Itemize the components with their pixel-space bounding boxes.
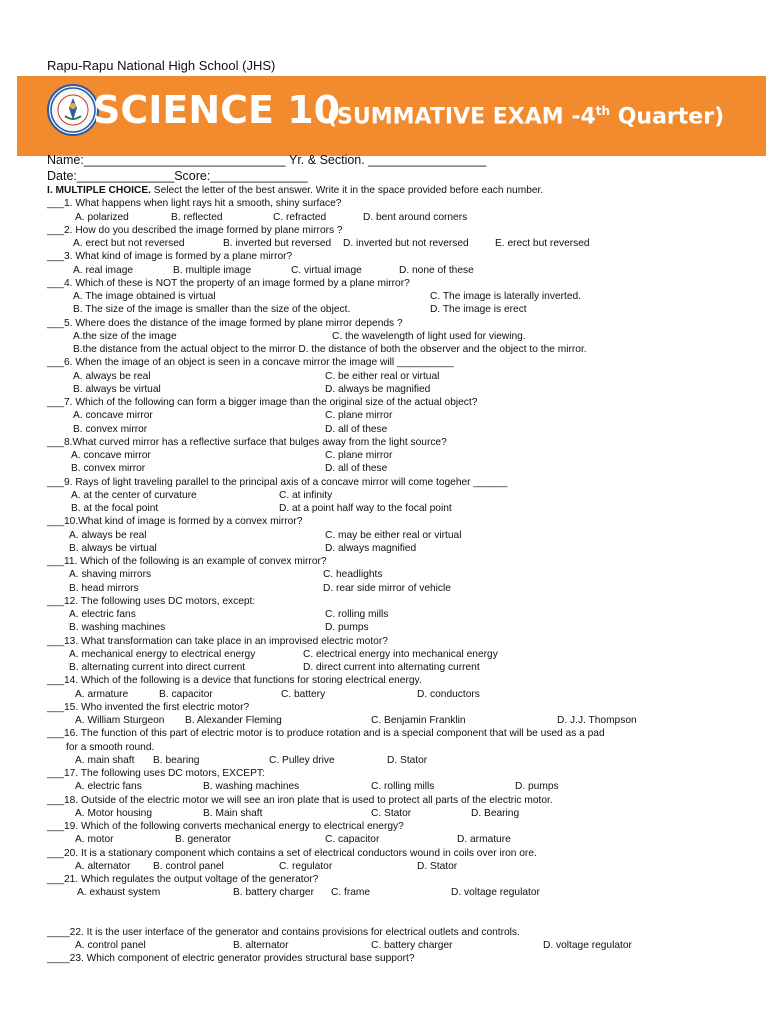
spacer (47, 900, 747, 926)
choice-option: D. all of these (325, 463, 388, 475)
choice-option: C. capacitor (325, 834, 380, 846)
choice-option: B. capacitor (159, 688, 213, 700)
choice-option: B. generator (175, 834, 232, 846)
choice-option: C. refracted (273, 211, 327, 223)
choice-line (47, 780, 747, 793)
choice-option: D. conductors (417, 688, 480, 700)
choice-option: C. headlights (323, 569, 383, 581)
choice-option: B. reflected (171, 211, 223, 223)
question-text: ___12. The following uses DC motors, except: (47, 595, 256, 607)
choice-line (47, 502, 747, 515)
choice-option: B. inverted but reversed (223, 238, 332, 249)
choice-line (47, 608, 747, 621)
question-text: for a smooth round. (66, 741, 155, 753)
choice-option: D. inverted but not reversed (343, 238, 469, 249)
page-subtitle: (SUMMATIVE EXAM -4th Quarter) (327, 104, 725, 130)
question-line (47, 847, 747, 860)
choice-option: A. at the center of curvature (71, 489, 197, 501)
choice-line (47, 886, 747, 899)
question-line (47, 396, 747, 409)
choice-option: A. concave mirror (71, 450, 151, 461)
choice-option: C. the wavelength of light used for viewing. (332, 330, 526, 342)
choice-option: D. rear side mirror of vehicle (323, 582, 451, 594)
choice-option: A. exhaust system (77, 887, 161, 899)
question-line (47, 250, 747, 263)
choice-option: A. electric fans (69, 609, 136, 620)
title-banner (17, 76, 766, 156)
choice-option: D. Stator (387, 754, 428, 766)
choice-option: B. washing machines (203, 781, 300, 793)
choice-option: D. Stator (417, 860, 458, 872)
choice-option: A. control panel (75, 939, 146, 951)
choice-option: B. multiple image (173, 264, 252, 276)
choice-line (47, 237, 747, 250)
question-text: ___1. What happens when light rays hit a smooth, shiny surface? (47, 198, 342, 210)
question-text: ___4. Which of these is NOT the property of an image formed by a plane mirror? (47, 277, 410, 289)
choice-line (47, 939, 747, 952)
choice-line (47, 860, 747, 873)
choice-option: A. polarized (75, 211, 129, 223)
choice-option: C. battery (281, 688, 326, 700)
choice-option: B. battery charger (233, 887, 314, 899)
choice-option: A. shaving mirrors (69, 569, 152, 581)
choice-option: D. all of these (325, 423, 388, 435)
choice-line (47, 661, 747, 674)
question-text: ___3. What kind of image is formed by a plane mirror? (47, 251, 293, 263)
question-line (47, 436, 747, 449)
choice-line (47, 648, 747, 661)
choice-line (47, 542, 747, 555)
choice-option: A. concave mirror (73, 410, 153, 422)
choice-option: B. bearing (153, 754, 200, 766)
choice-option: B. always be virtual (73, 383, 161, 395)
question-text: ___19. Which of the following converts mechanical energy to electrical energy? (47, 821, 404, 832)
choice-option: B.the distance from the actual object to the mirror D. the distance of both the observer and the object to the mirror. (73, 344, 587, 355)
choice-line (47, 833, 747, 846)
choice-option: A. always be real (73, 370, 151, 382)
choice-option: A.the size of the image (73, 330, 177, 342)
choice-line (47, 462, 747, 475)
question-text: ___15. Who invented the first electric motor? (47, 701, 250, 713)
choice-option: C. at infinity (279, 489, 333, 501)
question-line (47, 595, 747, 608)
choice-option: C. Stator (371, 807, 412, 819)
choice-option: A. always be real (69, 529, 147, 541)
question-text: ___13. What transformation can take place in an improvised electric motor? (47, 635, 388, 647)
question-line (47, 820, 747, 833)
choice-line (47, 714, 747, 727)
choice-line (47, 383, 747, 396)
choice-option: C. plane mirror (325, 410, 393, 422)
page-title: SCIENCE 10 (93, 88, 341, 132)
choice-option: D. voltage regulator (451, 887, 540, 899)
question-line (47, 794, 747, 807)
choice-line (47, 423, 747, 436)
question-line (47, 674, 747, 687)
choice-option: D. armature (457, 834, 511, 846)
choice-option: D. pumps (515, 781, 559, 793)
choice-option: C. rolling mills (371, 781, 435, 793)
choice-option: B. control panel (153, 860, 224, 872)
choice-line (47, 582, 747, 595)
school-name: Rapu-Rapu National High School (JHS) (47, 58, 276, 73)
question-line (47, 952, 747, 965)
choice-line (47, 211, 747, 224)
question-line (47, 317, 747, 330)
choice-option: C. may be either real or virtual (325, 529, 462, 541)
choice-option: D. always magnified (325, 542, 417, 554)
choice-option: A. electric fans (75, 781, 142, 793)
choice-option: A. Motor housing (75, 807, 153, 819)
question-text: ___21. Which regulates the output voltage of the generator? (47, 874, 319, 885)
choice-option: A. armature (75, 688, 129, 700)
choice-option: B. Main shaft (203, 807, 263, 819)
question-line (47, 635, 747, 648)
choice-line (47, 343, 747, 356)
question-line (47, 727, 747, 740)
question-text: ___2. How do you described the image formed by plane mirrors ? (47, 224, 343, 236)
choice-option: C. rolling mills (325, 609, 389, 620)
choice-option: D. direct current into alternating current (303, 662, 480, 673)
choice-option: A. The image obtained is virtual (73, 291, 216, 302)
choice-line (47, 489, 747, 502)
instructions-text: Select the letter of the best answer. Write it in the space provided before each number. (150, 185, 544, 196)
choice-line (47, 449, 747, 462)
choice-option: A. motor (75, 834, 114, 846)
choice-option: D. at a point half way to the focal point (279, 503, 452, 514)
choice-option: D. voltage regulator (543, 939, 632, 951)
choice-option: C. electrical energy into mechanical energy (303, 648, 498, 660)
choice-option: A. mechanical energy to electrical energy (69, 648, 256, 660)
question-line (47, 926, 747, 939)
choice-line (47, 807, 747, 820)
choice-option: B. The size of the image is smaller than the size of the object. (73, 304, 351, 316)
choice-option: C. regulator (279, 860, 333, 872)
choice-option: E. erect but reversed (495, 238, 590, 249)
choice-line (47, 290, 747, 303)
question-text: ___5. Where does the distance of the image formed by plane mirror depends ? (47, 317, 403, 329)
question-line (47, 873, 747, 886)
choice-option: A. alternator (75, 860, 131, 872)
question-line (47, 476, 747, 489)
section-label: I. MULTIPLE CHOICE. (47, 185, 151, 196)
question-text: ___10.What kind of image is formed by a convex mirror? (47, 516, 303, 528)
choice-option: C. Pulley drive (269, 754, 335, 766)
choice-line (47, 754, 747, 767)
choice-option: D. pumps (325, 622, 369, 634)
choice-option: A. William Sturgeon (75, 715, 165, 726)
question-line (47, 741, 747, 754)
question-line (47, 767, 747, 780)
choice-option: C. be either real or virtual (325, 370, 440, 382)
question-line (47, 515, 747, 528)
instructions-row (47, 184, 747, 197)
choice-line (47, 568, 747, 581)
question-text: ___7. Which of the following can form a bigger image than the original size of the actual object? (47, 397, 478, 408)
date-score-field[interactable]: Date:______________Score:______________ (47, 169, 308, 183)
question-text: ___16. The function of this part of electric motor is to produce rotation and is a special component that will be used as a pad (47, 728, 605, 740)
choice-option: D. bent around corners (363, 211, 468, 223)
choice-option: B. alternator (233, 939, 289, 951)
choice-line (47, 330, 747, 343)
question-text: ___20. It is a stationary component which contains a set of electrical conductors wound in coils over iron ore. (47, 847, 537, 859)
choice-line (47, 409, 747, 422)
question-text: ____22. It is the user interface of the generator and contains provisions for electrical outlets and controls. (47, 926, 520, 938)
question-line (47, 224, 747, 237)
question-line (47, 356, 747, 369)
choice-line (47, 529, 747, 542)
choice-option: C. virtual image (291, 264, 362, 276)
choice-option: B. alternating current into direct current (69, 662, 246, 673)
choice-option: B. Alexander Fleming (185, 715, 282, 726)
choice-option: C. frame (331, 887, 371, 899)
choice-option: B. washing machines (69, 622, 166, 634)
deped-seal-icon (47, 84, 99, 136)
question-text: ___8.What curved mirror has a reflective surface that bulges away from the light source? (47, 436, 447, 448)
date-row (47, 168, 747, 184)
choice-option: A. main shaft (75, 754, 135, 766)
choice-line (47, 264, 747, 277)
choice-line (47, 303, 747, 316)
question-line (47, 197, 747, 210)
question-text: ___17. The following uses DC motors, EXCEPT: (47, 768, 265, 779)
choice-option: B. convex mirror (71, 463, 146, 475)
name-field[interactable]: Name:_____________________________ (47, 153, 286, 167)
choice-option: C. The image is laterally inverted. (430, 291, 581, 302)
choice-option: D. The image is erect (430, 304, 527, 316)
choice-option: D. J.J. Thompson (557, 715, 637, 726)
choice-line (47, 688, 747, 701)
choice-option: B. convex mirror (73, 423, 148, 435)
choice-option: D. Bearing (471, 807, 520, 819)
choice-option: C. plane mirror (325, 450, 393, 461)
choice-option: A. real image (73, 264, 134, 276)
choice-option: C. battery charger (371, 939, 453, 951)
choice-option: A. erect but not reversed (73, 238, 185, 249)
question-text: ____23. Which component of electric generator provides structural base support? (47, 953, 415, 964)
question-text: ___11. Which of the following is an example of convex mirror? (47, 556, 327, 567)
question-line (47, 277, 747, 290)
choice-option: B. at the focal point (71, 503, 159, 514)
question-text: ___6. When the image of an object is seen in a concave mirror the image will __________ (47, 357, 454, 369)
question-list (47, 197, 747, 965)
choice-option: B. always be virtual (69, 542, 157, 554)
choice-option: D. always be magnified (325, 383, 431, 395)
choice-option: C. Benjamin Franklin (371, 715, 466, 726)
question-line (47, 701, 747, 714)
choice-option: D. none of these (399, 264, 474, 276)
question-text: ___14. Which of the following is a device that functions for storing electrical energy. (47, 675, 422, 687)
choice-line (47, 370, 747, 383)
choice-option: B. head mirrors (69, 582, 139, 594)
question-text: ___18. Outside of the electric motor we will see an iron plate that is used to protect all parts of the electric motor. (47, 794, 553, 806)
section-field[interactable]: Yr. & Section. _________________ (289, 153, 487, 167)
question-line (47, 555, 747, 568)
choice-line (47, 621, 747, 634)
name-row (47, 152, 747, 168)
exam-sheet (47, 152, 747, 965)
question-text: ___9. Rays of light traveling parallel to the principal axis of a concave mirror will come togeher ______ (47, 476, 508, 488)
